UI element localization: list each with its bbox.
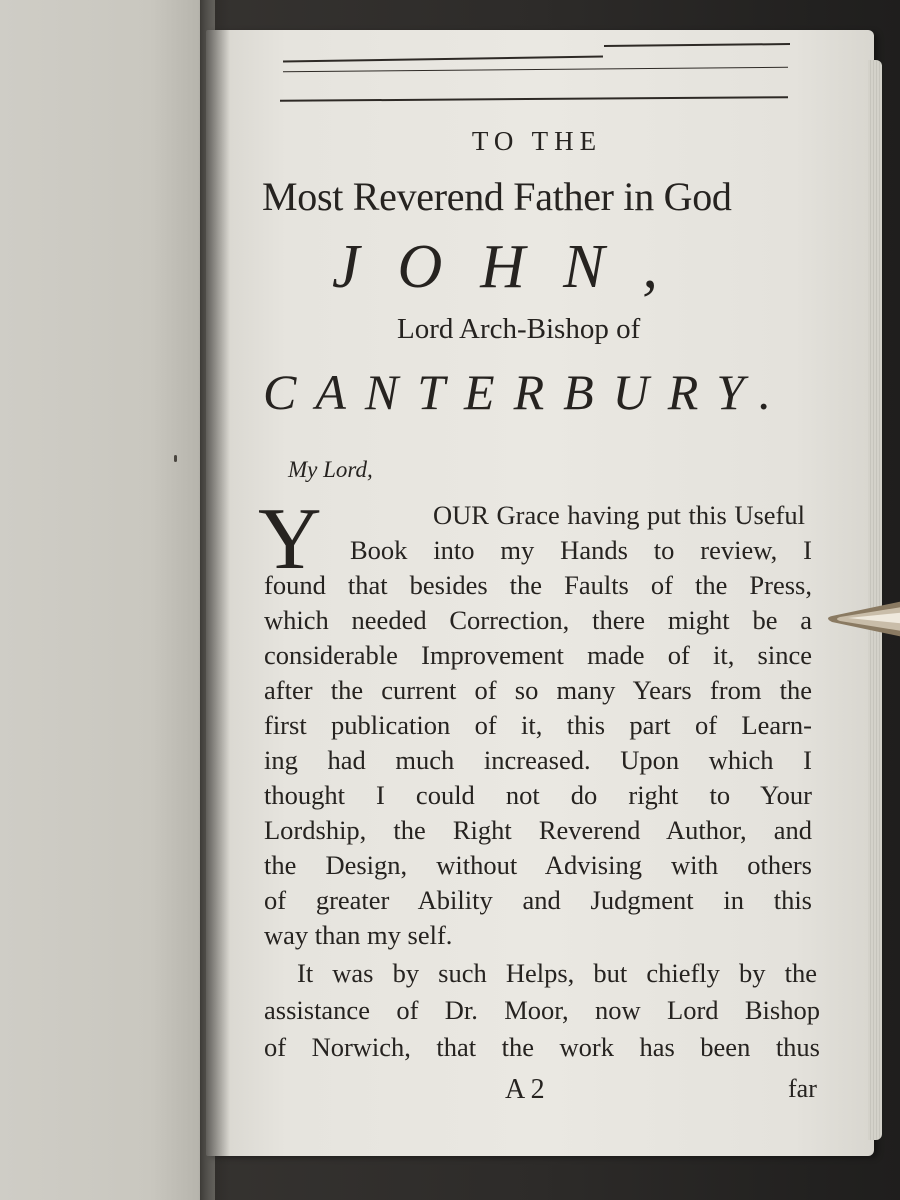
signature-mark: A 2 xyxy=(505,1074,545,1105)
body-line: way than my self. xyxy=(264,920,453,950)
heading-reverend-line: Most Reverend Father in God xyxy=(262,174,732,219)
heading-to-the: TO THE xyxy=(471,126,603,156)
body-line: OUR Grace having put this Useful xyxy=(433,500,805,530)
body-line: of Norwich, that the work has been thus xyxy=(264,1032,820,1062)
salutation: My Lord, xyxy=(288,457,373,482)
body-line: found that besides the Faults of the Press, xyxy=(264,570,812,600)
page-pointer xyxy=(818,588,900,646)
book-gutter-shadow xyxy=(200,0,230,1200)
left-page xyxy=(0,0,215,1200)
body-line: It was by such Helps, but chiefly by the xyxy=(297,958,817,988)
body-line: Lordship, the Right Reverend Author, and xyxy=(264,815,812,845)
body-line: ing had much increased. Upon which I xyxy=(264,745,812,775)
body-line: which needed Correction, there might be a xyxy=(264,605,812,635)
body-line: Book into my Hands to review, I xyxy=(350,535,812,565)
heading-see: CANTERBURY. xyxy=(263,364,791,420)
heading-name: JOHN, xyxy=(332,233,696,301)
body-line: considerable Improvement made of it, since xyxy=(264,640,812,670)
body-line: thought I could not do right to Your xyxy=(264,780,812,810)
drop-cap: Y xyxy=(258,491,322,588)
heading-title-line: Lord Arch-Bishop of xyxy=(397,313,641,345)
body-line: assistance of Dr. Moor, now Lord Bishop xyxy=(264,995,820,1025)
body-line: the Design, without Advising with others xyxy=(264,850,812,880)
body-line: first publication of it, this part of Learn- xyxy=(264,710,812,740)
catchword: far xyxy=(788,1074,817,1103)
body-line: of greater Ability and Judgment in this xyxy=(264,885,812,915)
ink-spot xyxy=(174,455,177,462)
body-line: after the current of so many Years from the xyxy=(264,675,812,705)
